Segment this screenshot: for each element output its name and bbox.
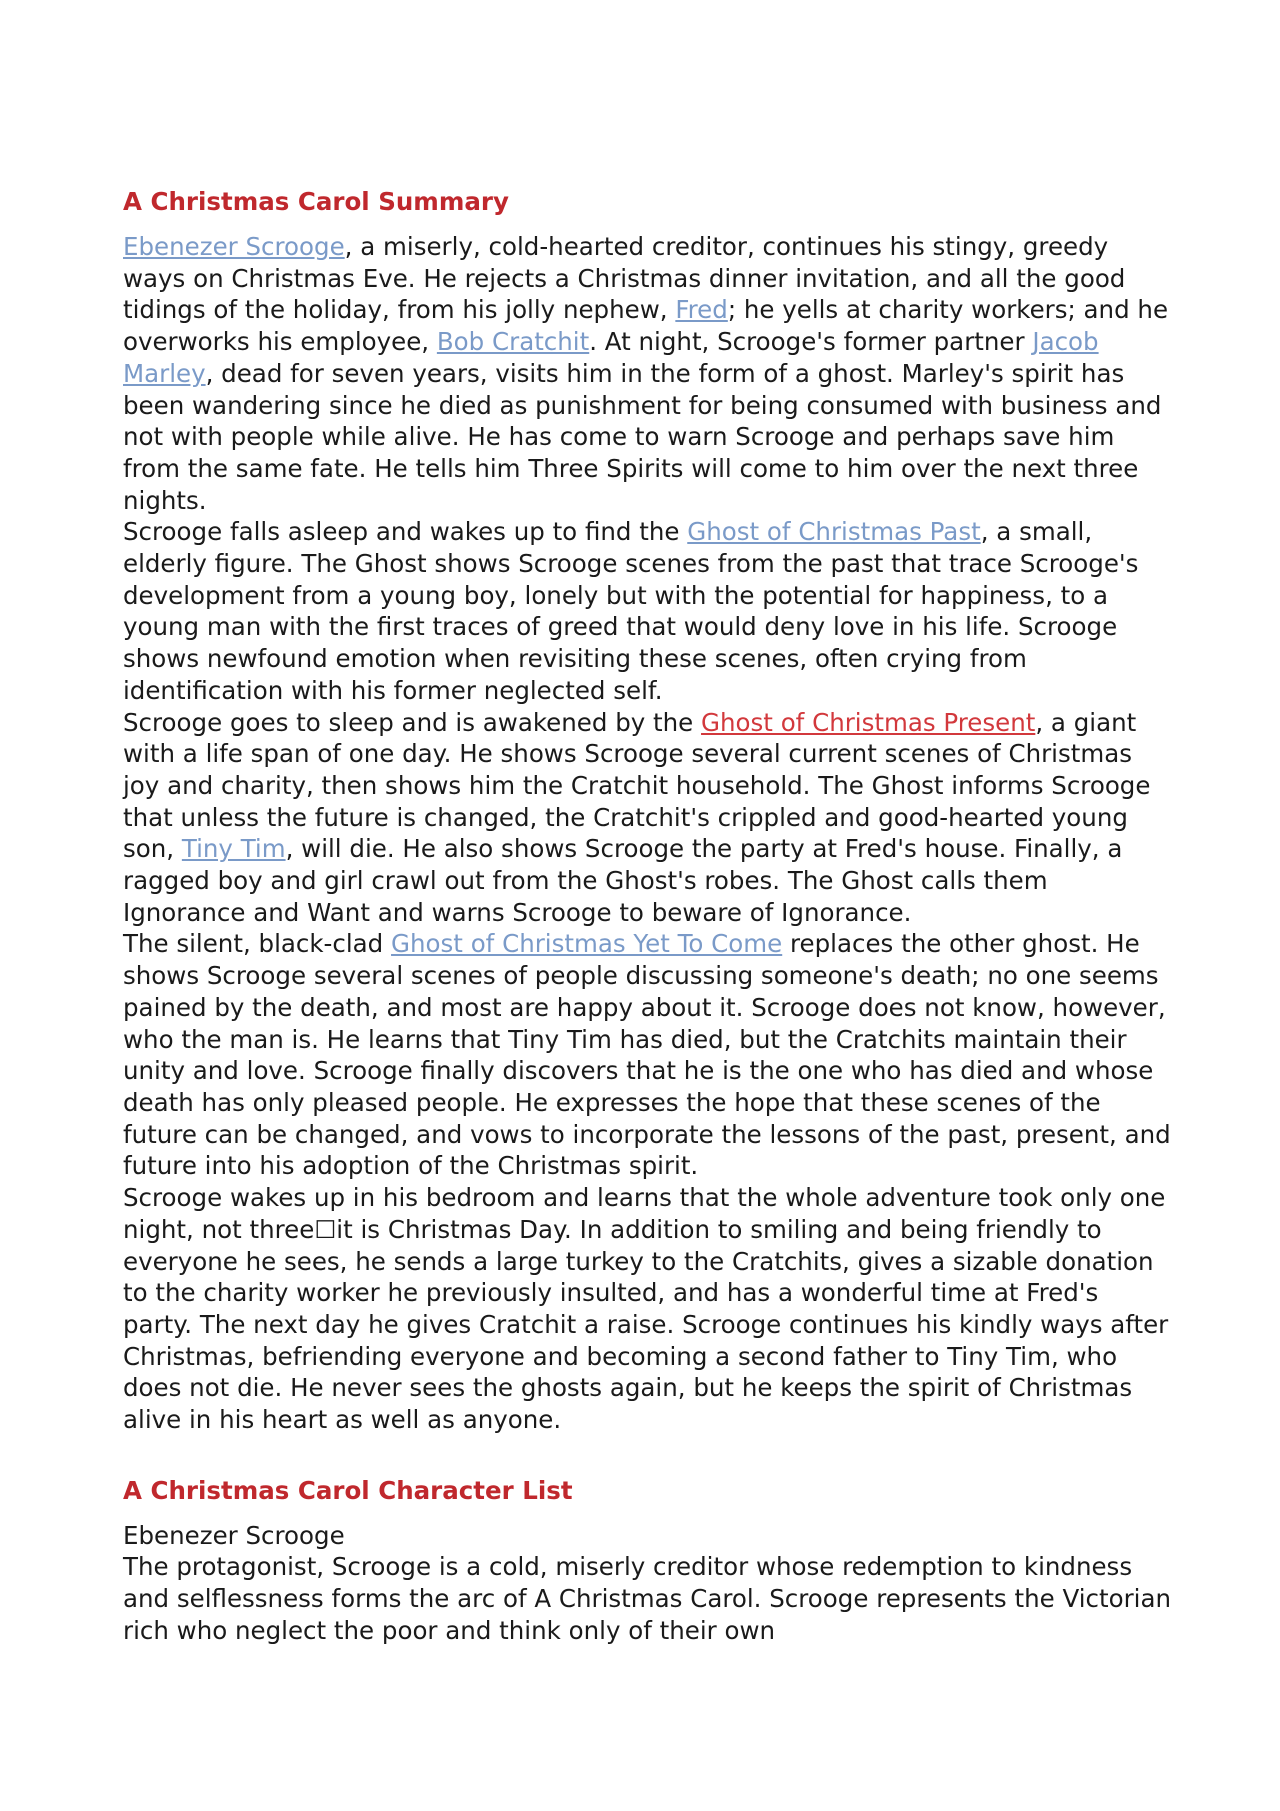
link-jacob-marley[interactable]: Jacob Marley (123, 327, 1099, 388)
summary-paragraph-2 (123, 516, 1173, 706)
character-list-heading: A Christmas Carol Character List (123, 1475, 573, 1505)
link-fred[interactable]: Fred (675, 295, 728, 325)
summary-p3-text-1: Scrooge goes to sleep and is awakened by the (123, 707, 702, 737)
summary-p3-text-3: , will die. He also shows Scrooge the party at Fred's house. Finally, a ragged boy and girl crawl out from the Ghost's robes. The Ghost calls them Ignorance and Want and warns Scrooge to beware of Ignorance. (123, 834, 1123, 927)
link-tiny-tim[interactable]: Tiny Tim (181, 834, 286, 864)
summary-paragraph-3 (123, 707, 1173, 929)
summary-p2-text-1: Scrooge falls asleep and wakes up to find the (123, 517, 688, 547)
character-name-scrooge: Ebenezer Scrooge (123, 1520, 345, 1550)
summary-p2-text-2: , a small, elderly figure. The Ghost shows Scrooge scenes from the past that trace Scrooge's development from a young boy, lonely but with the potential for happiness, to a young man with the first traces of greed that would deny love in his life. Scrooge shows newfound emotion when revisiting these scenes, often crying from identification with his former neglected self. (123, 517, 1139, 705)
summary-p4-text-1: The silent, black-clad (123, 929, 392, 959)
summary-p1-text-4: , dead for seven years, visits him in the form of a ghost. Marley's spirit has been wandering since he died as punishment for being consumed with business and not with people while alive. He has come to warn Scrooge and perhaps save him from the same fate. He tells him Three Spirits will come to him over the next three nights. (123, 358, 1162, 515)
summary-paragraph-5: Scrooge wakes up in his bedroom and learns that the whole adventure took only one night, not three☐it is Christmas Day. In addition to smiling and being friendly to everyone he sees, he sends a large turkey to the Cratchits, gives a sizable donation to the charity worker he previously insulted, and has a wonderful time at Fred's party. The next day he gives Cratchit a raise. Scrooge continues his kindly ways after Christmas, befriending everyone and becoming a second father to Tiny Tim, who does not die. He never sees the ghosts again, but he keeps the spirit of Christmas alive in his heart as well as anyone. (123, 1183, 1169, 1435)
link-bob-cratchit[interactable]: Bob Cratchit (436, 327, 590, 357)
link-ghost-of-christmas-past[interactable]: Ghost of Christmas Past (687, 517, 981, 547)
summary-paragraph-4 (123, 928, 1173, 1182)
summary-p4-text-2: replaces the other ghost. He shows Scrooge several scenes of people discussing someone's death; no one seems pained by the death, and most are happy about it. Scrooge does not know, however, who the man is. He learns that Tiny Tim has died, but the Cratchits maintain their unity and love. Scrooge finally discovers that he is the one who has died and whose death has only pleased people. He expresses the hope that these scenes of the future can be changed, and vows to incorporate the lessons of the past, present, and future into his adoption of the Christmas spirit. (123, 929, 1171, 1181)
summary-heading: A Christmas Carol Summary (123, 187, 509, 216)
link-ghost-of-christmas-yet-to-come[interactable]: Ghost of Christmas Yet To Come (391, 929, 783, 959)
summary-p1-text-1: , a miserly, cold-hearted creditor, continues his stingy, greedy ways on Christmas Eve. He rejects a Christmas dinner invitation, and all the good tidings of the holiday, from his jolly nephew, (123, 232, 1126, 325)
link-ebenezer-scrooge[interactable]: Ebenezer Scrooge (123, 232, 345, 261)
link-ghost-of-christmas-present[interactable]: Ghost of Christmas Present (701, 707, 1036, 737)
summary-paragraph-1 (123, 231, 1173, 516)
summary-p1-text-3: . At night, Scrooge's former partner (589, 327, 1033, 357)
summary-p1-text-2: ; he yells at charity workers; and he overworks his employee, (123, 295, 1169, 357)
summary-p3-text-2: , a giant with a life span of one day. He shows Scrooge several current scenes of Christmas joy and charity, then shows him the Cratchit household. The Ghost informs Scrooge that unless the future is changed, the Cratchit's crippled and good-hearted young son, (123, 707, 1151, 864)
character-description-scrooge: The protagonist, Scrooge is a cold, miserly creditor whose redemption to kindness and selflessness forms the arc of A Christmas Carol. Scrooge represents the Victorian rich who neglect the poor and think only of their own (123, 1552, 1171, 1645)
document-page (123, 185, 1173, 1647)
